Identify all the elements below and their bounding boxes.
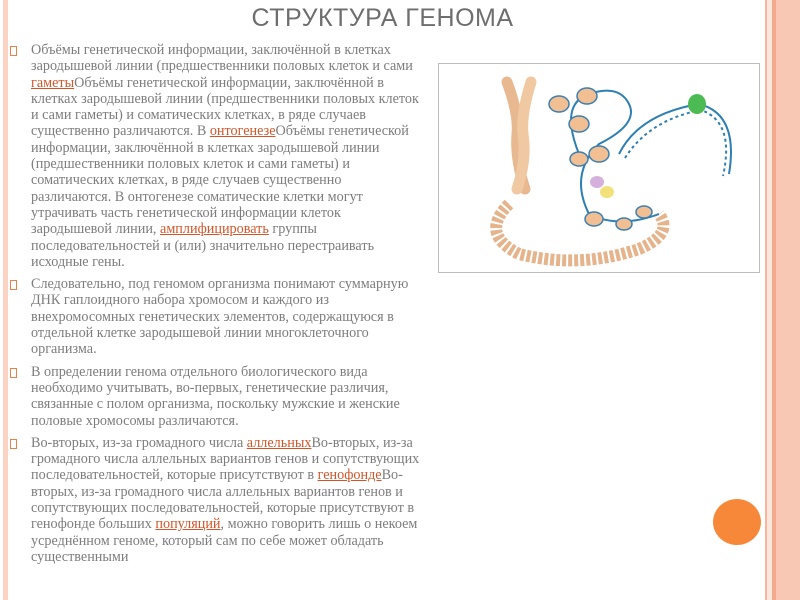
paragraph-text: , можно говорить лишь о некоем усреднённом геноме, который сам по себе может обладать существенными: [31, 516, 418, 565]
term-link[interactable]: онтогенезе: [209, 123, 276, 140]
bullet-paragraph: [10, 42, 425, 270]
slide-title: СТРУКТУРА ГЕНОМА: [251, 4, 514, 32]
slide-body: [10, 42, 425, 571]
paragraph-text: группы последовательностей и (или) значительно перестраивать исходные гены.: [31, 221, 375, 270]
paragraph-text: В определении генома отдельного биологического вида необходимо учитывать, во-первых, генетические различия, связанные с полом организма, поскольку мужские и женские половые хромосомы различаются.: [31, 363, 400, 429]
paragraph-text: Во-вторых, из-за громадного числа аллельных вариантов генов и сопутствующих последовательностей, которые присутствуют в генофонде больших: [31, 467, 415, 533]
term-link[interactable]: генофонде: [317, 467, 382, 484]
paragraph-text: Объёмы генетической информации, заключённой в клетках зародышевой линии (предшественники половых клеток и сами: [31, 42, 413, 75]
term-link[interactable]: популяций: [155, 516, 221, 533]
term-link[interactable]: аллельных: [246, 434, 312, 451]
decor-orange-circle: [713, 499, 761, 545]
right-decor-line: [772, 0, 776, 600]
term-link[interactable]: гаметы: [31, 74, 75, 91]
bullet-paragraph: [10, 276, 425, 357]
genome-structure-illustration: [438, 63, 760, 273]
paragraph-text: Объёмы генетической информации, заключённой в клетках зародышевой линии (предшественники половых клеток и сами гаметы) и соматических клетках, в ряде случаев существенно различаются. В онтогенезе соматические клетки могут утрачивать часть генетической информации клеток зародышевой линии,: [31, 123, 409, 238]
paragraph-text: Во-вторых, из-за громадного числа аллельных вариантов генов и сопутствующих последовательностей, которые присутствуют в: [31, 434, 420, 484]
paragraph-text: Во-вторых, из-за громадного числа: [31, 434, 247, 451]
chromosome-icon: [507, 82, 531, 189]
bullet-icon: [10, 439, 17, 449]
bullet-paragraph: [10, 364, 425, 429]
bullet-paragraph: [10, 435, 425, 565]
paragraph-text: Следовательно, под геномом организма понимают суммарную ДНК гаплоидного набора хромосом и каждого из внехромосомных генетических элементов, содержащуюся в отдельной клетке зародышевой линии многоклеточного организма.: [31, 276, 409, 358]
bullet-icon: [10, 368, 17, 378]
paragraph-text: Объёмы генетической информации, заключённой в клетках зародышевой линии (предшественники половых клеток и сами гаметы) и соматических клетках, в ряде случаев существенно различаются. В: [31, 74, 419, 140]
bullet-icon: [10, 46, 17, 56]
bullet-icon: [10, 280, 17, 290]
left-decor-stripe: [3, 0, 8, 600]
term-link[interactable]: амплифицировать: [160, 221, 269, 238]
